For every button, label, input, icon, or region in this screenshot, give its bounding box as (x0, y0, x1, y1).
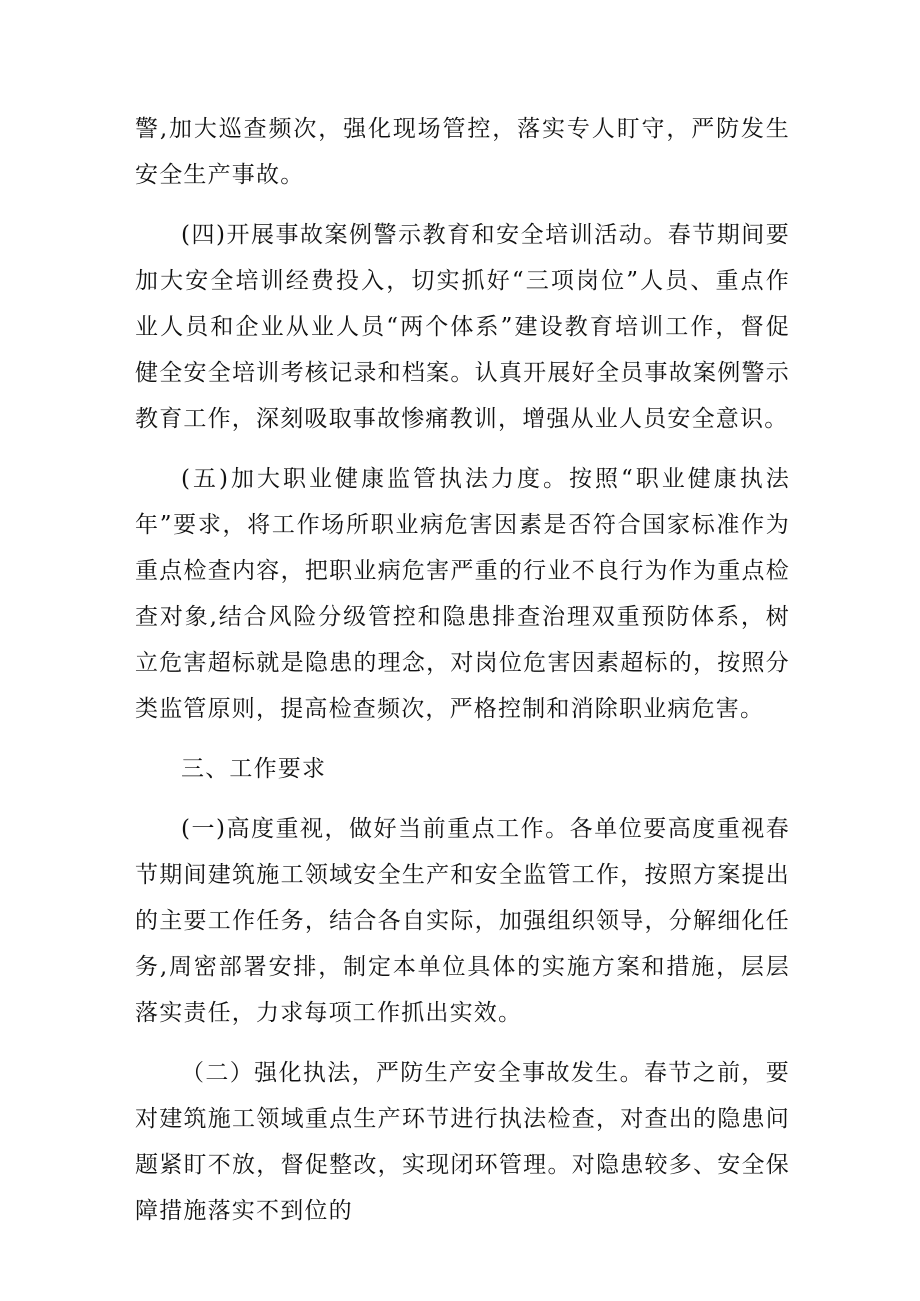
document-body (135, 106, 790, 1248)
paragraph-item-five: (五)加大职业健康监管执法力度。按照“职业健康执法年”要求，将工作场所职业病危害因素是否符合国家标准作为重点检查内容，把职业病危害严重的行业不良行为作为重点检查对象,结合风险分级管控和隐患排查治理双重预防体系，树立危害超标就是隐患的理念，对岗位危害因素超标的，按照分类监管原则，提高检查频次，严格控制和消除职业病危害。 (135, 466, 790, 722)
section-heading-work-requirements: 三、工作要求 (181, 756, 327, 782)
paragraph-requirement-two: （二）强化执法，严防生产安全事故发生。春节之前，要对建筑施工领域重点生产环节进行执法检查，对查出的隐患问题紧盯不放，督促整改，实现闭环管理。对隐患较多、安全保障措施落实不到位的 (135, 1060, 790, 1224)
paragraph-continuation: 警,加大巡查频次，强化现场管控，落实专人盯守，严防发生安全生产事故。 (135, 116, 790, 188)
paragraph-requirement-one: (一)高度重视，做好当前重点工作。各单位要高度重视春节期间建筑施工领域安全生产和安全监管工作，按照方案提出的主要工作任务，结合各自实际，加强组织领导，分解细化任务,周密部署安排，制定本单位具体的实施方案和措施，层层落实责任，力求每项工作抓出实效。 (135, 816, 790, 1026)
paragraph-item-four: (四)开展事故案例警示教育和安全培训活动。春节期间要加大安全培训经费投入，切实抓好“三项岗位”人员、重点作业人员和企业从业人员“两个体系”建设教育培训工作，督促健全安全培训考核记录和档案。认真开展好全员事故案例警示教育工作，深刻吸取事故惨痛教训，增强从业人员安全意识。 (135, 222, 790, 432)
